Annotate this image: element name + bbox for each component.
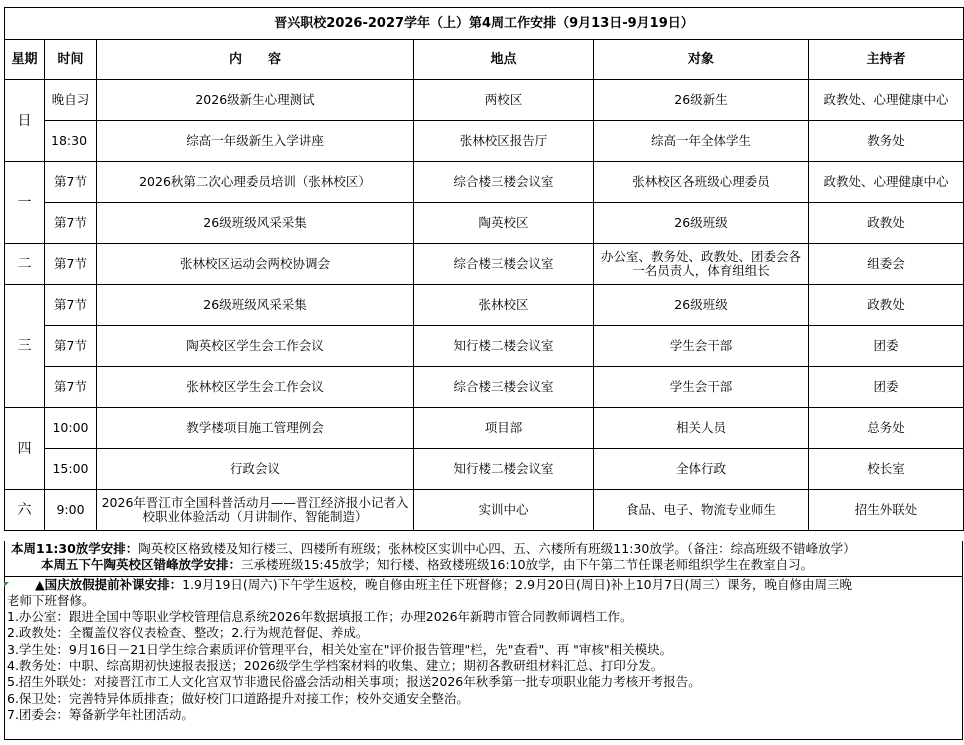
- day-cell: 四: [5, 408, 45, 490]
- header-host: 主持者: [809, 40, 964, 80]
- table-row: [5, 285, 964, 326]
- content-cell: 2026秋第二次心理委员培训（张林校区）: [97, 162, 414, 203]
- target-cell: 26级班级: [594, 203, 809, 244]
- target-cell: 学生会干部: [594, 326, 809, 367]
- header-time: 时间: [45, 40, 97, 80]
- target-cell: 食品、电子、物流专业师生: [594, 490, 809, 531]
- target-cell: 张林校区各班级心理委员: [594, 162, 809, 203]
- day-cell: 六: [5, 490, 45, 531]
- table-row: [5, 449, 964, 490]
- place-cell: 综合楼三楼会议室: [414, 244, 594, 285]
- time-cell: 15:00: [45, 449, 97, 490]
- host-cell: 政教处、心理健康中心: [809, 162, 964, 203]
- notes-section: [4, 541, 963, 740]
- host-cell: 组委会: [809, 244, 964, 285]
- target-cell: 办公室、教务处、政教处、团委会各一名员责人，体育组组长: [594, 244, 809, 285]
- target-cell: 综高一年全体学生: [594, 121, 809, 162]
- table-row: [5, 326, 964, 367]
- header-row: [5, 40, 964, 80]
- note-staggered-label: 本周五下午陶英校区错峰放学安排：: [41, 557, 242, 573]
- host-cell: 校长室: [809, 449, 964, 490]
- table-row: [5, 162, 964, 203]
- place-cell: 知行楼二楼会议室: [414, 449, 594, 490]
- day-cell: 一: [5, 162, 45, 244]
- time-cell: 第7节: [45, 326, 97, 367]
- place-cell: 知行楼二楼会议室: [414, 326, 594, 367]
- schedule-table: [4, 7, 964, 531]
- table-row: [5, 121, 964, 162]
- host-cell: 政教处: [809, 285, 964, 326]
- place-cell: 实训中心: [414, 490, 594, 531]
- target-cell: 26级新生: [594, 80, 809, 121]
- comment-marker-icon: [4, 582, 9, 587]
- day-cell: 二: [5, 244, 45, 285]
- note-dismissal: [5, 541, 962, 557]
- note-holiday-text-a: 1.9月19日(周六)下午学生返校，晚自修由班主任下班督修；2.9月20日(周日)补上10月7日(周三）课务，晚自修由周三晚: [182, 576, 852, 592]
- place-cell: 项目部: [414, 408, 594, 449]
- place-cell: 张林校区报告厅: [414, 121, 594, 162]
- target-cell: 学生会干部: [594, 367, 809, 408]
- time-cell: 10:00: [45, 408, 97, 449]
- list-item: 6.保卫处：完善特异体质排查；做好校门口道路提升对接工作；校外交通安全整治。: [7, 690, 469, 706]
- time-cell: 第7节: [45, 162, 97, 203]
- note-holiday-text-b: 老师下班督修。: [7, 592, 95, 608]
- host-cell: 教务处: [809, 121, 964, 162]
- note-dismissal-label: 本周11:30放学安排：: [11, 541, 139, 556]
- place-cell: 综合楼三楼会议室: [414, 162, 594, 203]
- time-cell: 第7节: [45, 367, 97, 408]
- content-cell: 26级班级风采采集: [97, 203, 414, 244]
- time-cell: 第7节: [45, 285, 97, 326]
- table-row: [5, 80, 964, 121]
- list-item: 7.团委会：筹备新学年社团活动。: [7, 706, 194, 722]
- day-cell: 三: [5, 285, 45, 408]
- list-item: 2.政教处：全覆盖仪容仪表检查、整改；2.行为规范督促、养成。: [7, 625, 369, 641]
- day-cell: 日: [5, 80, 45, 162]
- note-holiday-cont: [5, 593, 962, 609]
- note-holiday: [5, 576, 962, 593]
- content-cell: 2026年晋江市全国科普活动月——晋江经济报小记者入校职业体验活动（月讲制作、智能制造）: [97, 490, 414, 531]
- content-cell: 行政会议: [97, 449, 414, 490]
- host-cell: 团委: [809, 367, 964, 408]
- list-item: 4.教务处：中职、综高期初快速报表报送；2026级学生学档案材料的收集、建立；期初各教研组材料汇总、打印分发。: [7, 658, 664, 674]
- header-target: 对象: [594, 40, 809, 80]
- header-day: 星期: [5, 40, 45, 80]
- table-row: [5, 244, 964, 285]
- note-holiday-label: ▲国庆放假提前补课安排：: [35, 576, 183, 592]
- header-place: 地点: [414, 40, 594, 80]
- content-cell: 教学楼项目施工管理例会: [97, 408, 414, 449]
- time-cell: 第7节: [45, 244, 97, 285]
- target-cell: 相关人员: [594, 408, 809, 449]
- table-row: [5, 408, 964, 449]
- sheet-title: 晋兴职校2026-2027学年（上）第4周工作安排（9月13日-9月19日）: [5, 8, 964, 40]
- host-cell: 总务处: [809, 408, 964, 449]
- list-item: 1.办公室：跟进全国中等职业学校管理信息系统2026年数据填报工作；办理2026年新聘市管合同教师调档工作。: [7, 609, 633, 625]
- place-cell: 两校区: [414, 80, 594, 121]
- host-cell: 政教处: [809, 203, 964, 244]
- time-cell: 第7节: [45, 203, 97, 244]
- content-cell: 张林校区运动会两校协调会: [97, 244, 414, 285]
- table-row: [5, 490, 964, 531]
- header-content: 内 容: [97, 40, 414, 80]
- time-cell: 9:00: [45, 490, 97, 531]
- content-cell: 综高一年级新生入学讲座: [97, 121, 414, 162]
- content-cell: 26级班级风采采集: [97, 285, 414, 326]
- place-cell: 张林校区: [414, 285, 594, 326]
- schedule-sheet: [4, 7, 963, 531]
- host-cell: 团委: [809, 326, 964, 367]
- note-staggered: [5, 557, 962, 573]
- time-cell: 晚自习: [45, 80, 97, 121]
- place-cell: 综合楼三楼会议室: [414, 367, 594, 408]
- content-cell: 2026级新生心理测试: [97, 80, 414, 121]
- content-cell: 张林校区学生会工作会议: [97, 367, 414, 408]
- time-cell: 18:30: [45, 121, 97, 162]
- host-cell: 政教处、心理健康中心: [809, 80, 964, 121]
- note-staggered-text: 三承楼班级15:45放学；知行楼、格致楼班级16:10放学，由下午第二节任课老师组织学生在教室自习。: [241, 557, 814, 573]
- note-dismissal-text: 陶英校区格致楼及知行楼三、四楼所有班级；张林校区实训中心四、五、六楼所有班级11:30放学。（备注：综高班级不错峰放学）: [138, 541, 856, 556]
- target-cell: 26级班级: [594, 285, 809, 326]
- place-cell: 陶英校区: [414, 203, 594, 244]
- table-row: [5, 203, 964, 244]
- host-cell: 招生外联处: [809, 490, 964, 531]
- table-row: [5, 367, 964, 408]
- list-item: 5.招生外联处：对接晋江市工人文化宫双节非遗民俗盛会活动相关事项；报送2026年秋季第一批专项职业能力考核开考报告。: [7, 674, 701, 690]
- list-item: 3.学生处：9月16日－21日学生综合素质评价管理平台，相关处室在"评价报告管理"栏，先"查看"、再 "审核"相关模块。: [7, 641, 673, 657]
- content-cell: 陶英校区学生会工作会议: [97, 326, 414, 367]
- target-cell: 全体行政: [594, 449, 809, 490]
